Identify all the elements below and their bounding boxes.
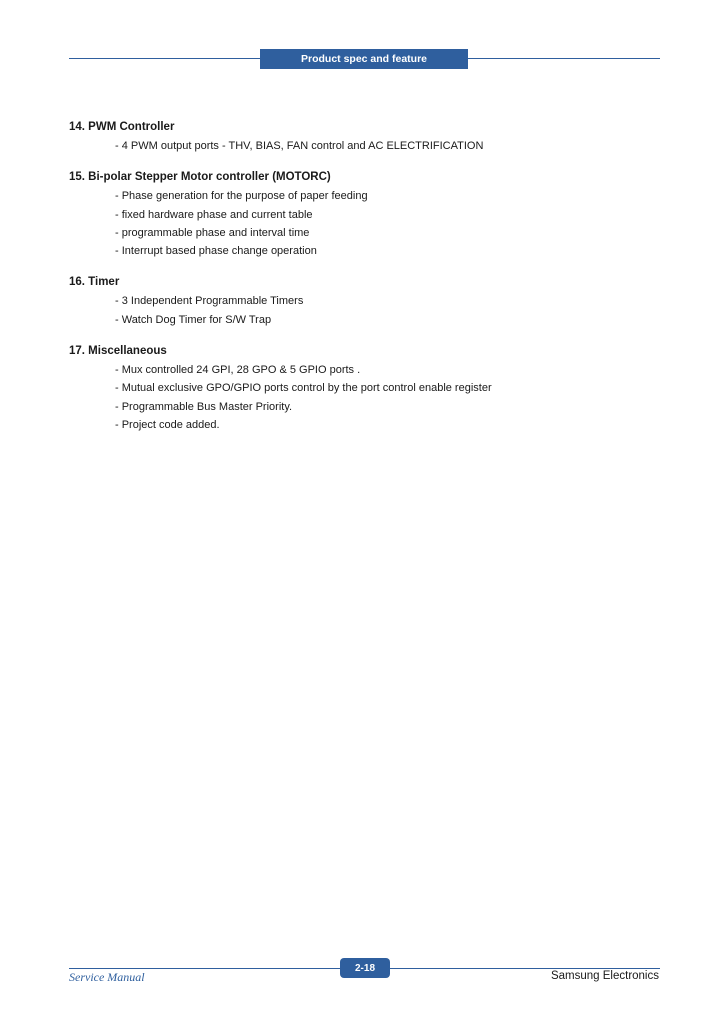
section-timer — [69, 273, 669, 329]
list-item: - Watch Dog Timer for S/W Trap — [115, 313, 272, 326]
section-miscellaneous — [69, 342, 669, 434]
section-title: 14. PWM Controller — [69, 121, 175, 133]
page-number-badge — [340, 958, 390, 978]
list-item: - Project code added. — [115, 418, 220, 431]
document-body — [69, 118, 669, 447]
list-item: - programmable phase and interval time — [115, 226, 310, 239]
list-item: - fixed hardware phase and current table — [115, 208, 313, 221]
section-title: 15. Bi-polar Stepper Motor controller (MOTORC) — [69, 171, 331, 184]
footer-company-name: Samsung Electronics — [550, 970, 659, 982]
section-title: 16. Timer — [69, 276, 120, 289]
footer-document-title: Service Manual — [69, 970, 145, 984]
list-item: - Mutual exclusive GPO/GPIO ports control by the port control enable register — [115, 382, 492, 395]
section-title: 17. Miscellaneous — [69, 345, 167, 358]
list-item: - 4 PWM output ports - THV, BIAS, FAN control and AC ELECTRIFICATION — [115, 140, 484, 152]
section-stepper-motor-controller — [69, 168, 669, 260]
list-item: - 3 Independent Programmable Timers — [115, 295, 304, 308]
list-item: - Interrupt based phase change operation — [115, 245, 317, 258]
header-section-tab — [260, 49, 468, 69]
section-pwm-controller — [69, 118, 669, 155]
list-item: - Phase generation for the purpose of paper feeding — [115, 190, 368, 203]
list-item: - Programmable Bus Master Priority. — [115, 400, 293, 413]
list-item: - Mux controlled 24 GPI, 28 GPO & 5 GPIO ports . — [115, 364, 361, 377]
page-number: 2-18 — [354, 962, 375, 974]
header-section-label: Product spec and feature — [300, 53, 428, 65]
